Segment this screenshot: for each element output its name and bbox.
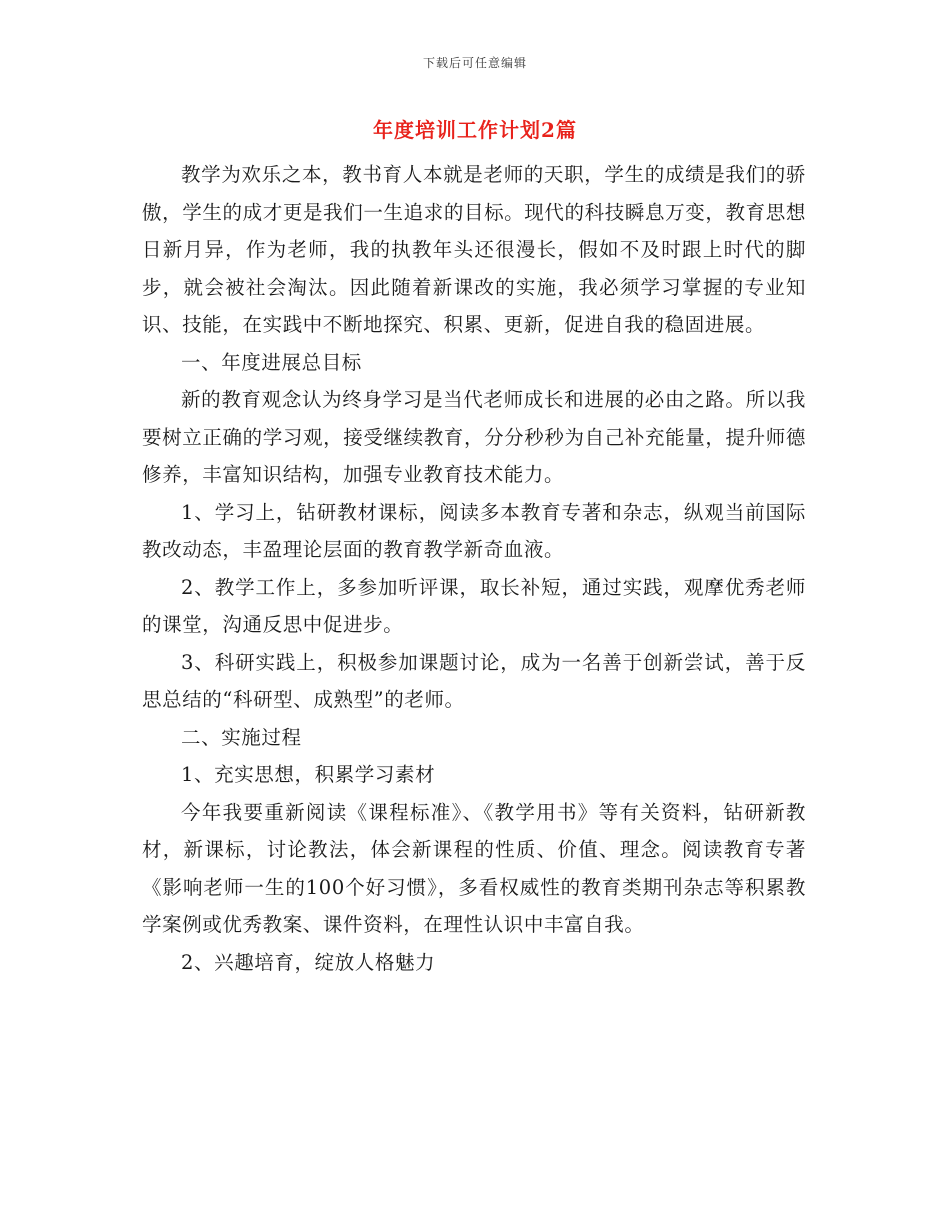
- document-body: [142, 156, 806, 981]
- list-item-teaching: 2、教学工作上，多参加听评课，取长补短，通过实践，观摩优秀老师的课堂，沟通反思中促进步。: [142, 575, 806, 636]
- subheading-interest: 2、兴趣培育，绽放人格魅力: [181, 950, 436, 974]
- section-heading-process: 二、实施过程: [181, 725, 302, 749]
- paragraph-reading-plan: 今年我要重新阅读《课程标准》、《教学用书》等有关资料，钻研新教材，新课标，讨论教法，体会新课程的性质、价值、理念。阅读教育专著《影响老师一生的100个好习惯》，多看权威性的教育类期刊杂志等积累教学案例或优秀教案、课件资料，在理性认识中丰富自我。: [142, 800, 806, 936]
- list-item-study: 1、学习上，钻研教材课标，阅读多本教育专著和杂志，纵观当前国际教改动态，丰盈理论层面的教育教学新奇血液。: [142, 500, 806, 561]
- paragraph-intro: 教学为欢乐之本，教书育人本就是老师的天职，学生的成绩是我们的骄傲，学生的成才更是我们一生追求的目标。现代的科技瞬息万变，教育思想日新月异，作为老师，我的执教年头还很漫长，假如不及时跟上时代的脚步，就会被社会淘汰。因此随着新课改的实施，我必须学习掌握的专业知识、技能，在实践中不断地探究、积累、更新，促进自我的稳固进展。: [142, 163, 806, 336]
- section-heading-goals: 一、年度进展总目标: [181, 350, 362, 374]
- document-title: 年度培训工作计划2篇: [373, 118, 577, 142]
- subheading-enrich-thinking: 1、充实思想，积累学习素材: [181, 763, 436, 786]
- paragraph-goals: 新的教育观念认为终身学习是当代老师成长和进展的必由之路。所以我要树立正确的学习观，接受继续教育，分分秒秒为自己补充能量，提升师德修养，丰富知识结构，加强专业教育技术能力。: [142, 388, 806, 486]
- header-note: 下载后可任意编辑: [422, 56, 527, 70]
- list-item-research: 3、科研实践上，积极参加课题讨论，成为一名善于创新尝试，善于反思总结的“科研型、成熟型”的老师。: [142, 650, 806, 711]
